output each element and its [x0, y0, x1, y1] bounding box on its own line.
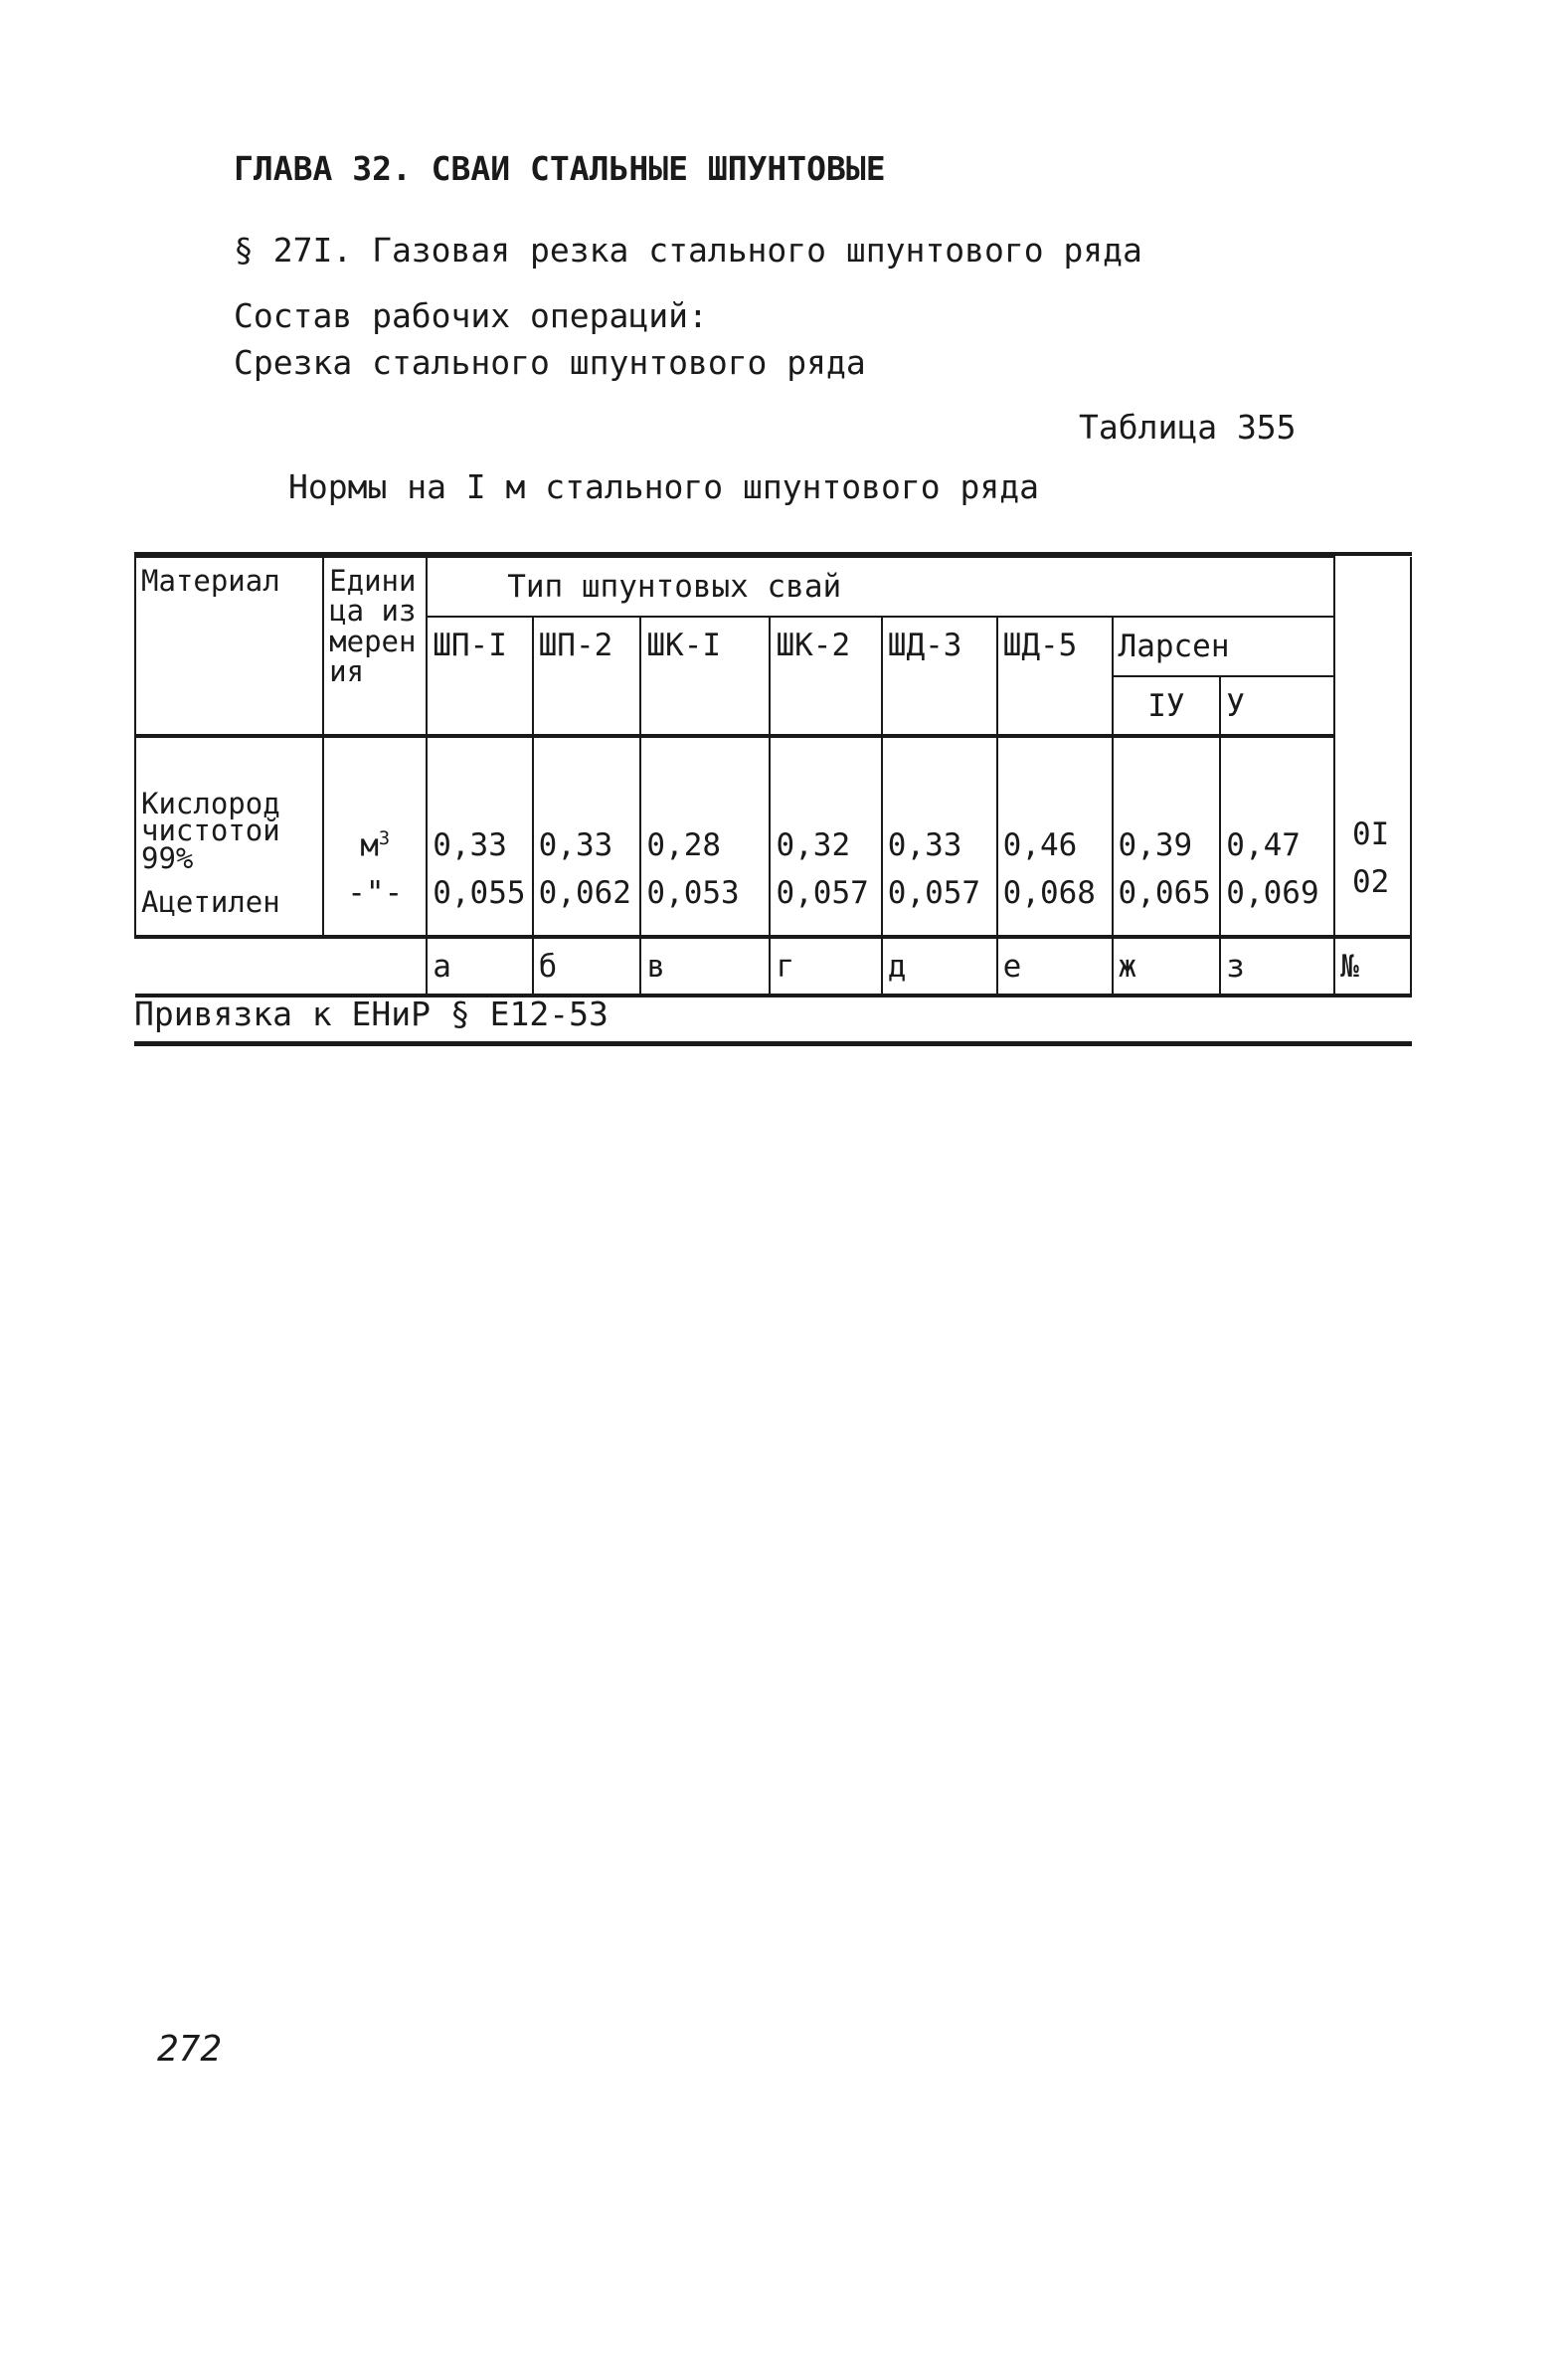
header-material: Материал: [135, 557, 323, 736]
material-oxygen: Кислород чистотой 99%: [141, 786, 280, 876]
type-larsen-v: У: [1220, 676, 1334, 736]
table-bottom-rule: [134, 1041, 1412, 1046]
chapter-title: ГЛАВА 32. СВАИ СТАЛЬНЫЕ ШПУНТОВЫЕ: [234, 149, 886, 188]
letter-a: а: [427, 937, 532, 996]
letter-d: д: [882, 937, 997, 996]
letter-no: №: [1334, 937, 1411, 996]
type-sp-2: ШП-2: [533, 617, 641, 736]
section-title: § 27I. Газовая резка стального шпунтового ряда: [234, 231, 1142, 270]
norms-table: [134, 556, 1412, 997]
letter-g: г: [770, 937, 881, 996]
header-unit: Единица измерения: [323, 557, 427, 736]
row-numbers: [1352, 811, 1389, 906]
row-no-acetylene: 02: [1352, 864, 1390, 900]
value-col-e: 0,46 0,068: [997, 736, 1113, 937]
table-number: Таблица 355: [1079, 408, 1297, 447]
type-larsen-iv: IУ: [1113, 676, 1221, 736]
type-larsen: Ларсен: [1113, 617, 1335, 676]
material-acetylene: Ацетилен: [141, 884, 280, 919]
letter-v: в: [640, 937, 770, 996]
value-col-a: 0,33 0,055: [427, 736, 532, 937]
value-col-z: 0,47 0,069: [1220, 736, 1334, 937]
header-row-1: [135, 557, 1411, 617]
enir-reference: Привязка к ЕНиР § Е12-53: [134, 995, 609, 1033]
composition-label: Состав рабочих операций:: [234, 296, 708, 335]
material-cell: [135, 736, 323, 937]
data-rows: [135, 736, 1411, 937]
value-col-d: 0,33 0,057: [882, 736, 997, 937]
value-col-zh: 0,39 0,065: [1113, 736, 1221, 937]
value-col-g: 0,32 0,057: [770, 736, 881, 937]
value-col-v: 0,28 0,053: [640, 736, 770, 937]
letter-e: е: [997, 937, 1113, 996]
type-sk-2: ШК-2: [770, 617, 881, 736]
letter-z: з: [1220, 937, 1334, 996]
type-sd-5: ШД-5: [997, 617, 1113, 736]
page-number: 272: [157, 2029, 223, 2070]
unit-cell: [323, 736, 427, 937]
table-caption: Нормы на I м стального шпунтового ряда: [288, 467, 1039, 506]
letter-b: б: [533, 937, 641, 996]
operation-text: Срезка стального шпунтового ряда: [234, 343, 866, 382]
type-sk-1: ШК-I: [640, 617, 770, 736]
value-col-b: 0,33 0,062: [533, 736, 641, 937]
column-letter-row: [135, 937, 1411, 996]
header-types: Тип шпунтовых свай: [427, 557, 1334, 617]
type-sd-3: ШД-3: [882, 617, 997, 736]
type-sp-1: ШП-I: [427, 617, 532, 736]
letter-zh: ж: [1113, 937, 1221, 996]
unit-acetylene: -"-: [347, 875, 404, 911]
letter-blank: [135, 937, 427, 996]
unit-oxygen: $м^3$: [360, 827, 391, 863]
row-no-oxygen: 0I: [1352, 816, 1390, 852]
